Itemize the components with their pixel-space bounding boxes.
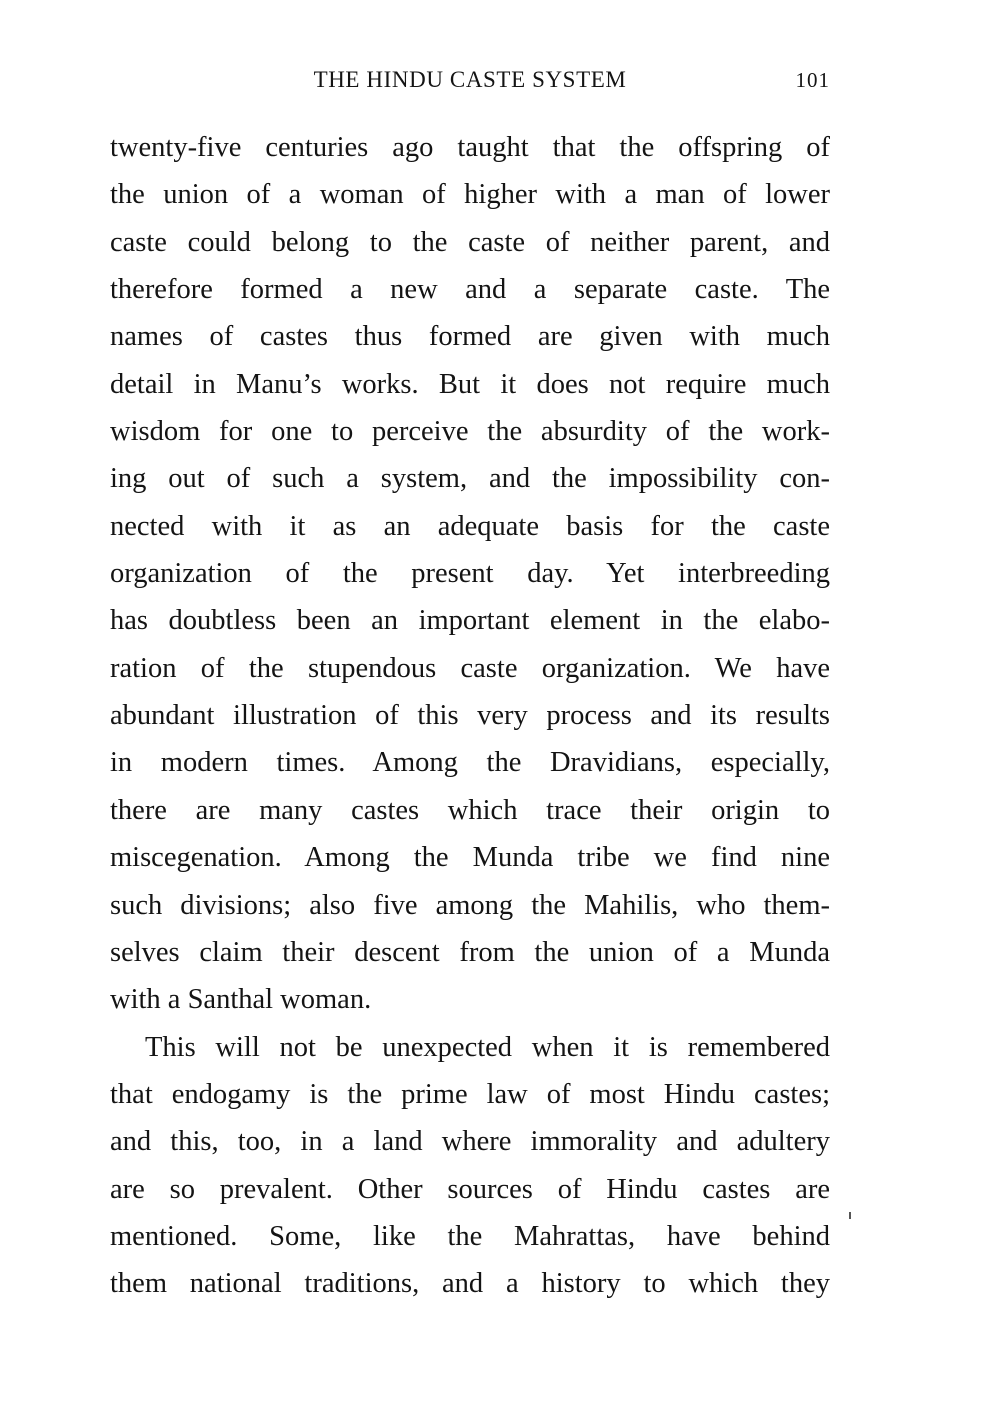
text-line: the union of a woman of higher with a man of lower xyxy=(110,179,830,211)
text-line: twenty-five centuries ago taught that the offspring of xyxy=(110,132,830,163)
text-line: mentioned. Some, like the Mahrattas, have behind xyxy=(110,1220,830,1252)
text-line: therefore formed a new and a separate caste. The xyxy=(110,274,830,306)
text-line: detail in Manu’s works. But it does not require much xyxy=(110,368,830,400)
body-text xyxy=(110,124,830,1308)
margin-speck xyxy=(849,1212,851,1219)
text-line: ration of the stupendous caste organization. We have xyxy=(110,652,830,684)
text-line: nected with it as an adequate basis for the caste xyxy=(110,510,830,542)
text-line: miscegenation. Among the Munda tribe we find nine xyxy=(110,842,830,874)
text-line: there are many castes which trace their origin to xyxy=(110,794,830,826)
page-number: 101 xyxy=(795,68,830,92)
text-line: wisdom for one to perceive the absurdity of the work- xyxy=(110,416,830,448)
text-line: names of castes thus formed are given with much xyxy=(110,321,830,353)
text-line: and this, too, in a land where immorality and adultery xyxy=(110,1126,830,1158)
text-line: selves claim their descent from the union of a Munda xyxy=(110,936,830,968)
text-line: abundant illustration of this very process and its results xyxy=(110,700,830,732)
text-line: This will not be unexpected when it is remembered xyxy=(145,1031,830,1063)
text-line: ing out of such a system, and the impossibility con- xyxy=(110,463,830,495)
text-line: are so prevalent. Other sources of Hindu castes are xyxy=(110,1173,830,1205)
running-title: THE HINDU CASTE SYSTEM xyxy=(313,67,627,92)
text-line: organization of the present day. Yet interbreeding xyxy=(110,558,830,590)
paragraph-1 xyxy=(110,124,830,1024)
text-line: them national traditions, and a history to which they xyxy=(110,1268,830,1300)
running-head xyxy=(110,64,830,96)
text-line: with a Santhal woman. xyxy=(110,984,372,1016)
text-line: caste could belong to the caste of neither parent, and xyxy=(110,226,830,258)
text-line: that endogamy is the prime law of most Hindu castes; xyxy=(110,1078,830,1110)
text-line: such divisions; also five among the Mahilis, who them- xyxy=(110,889,830,921)
text-line: has doubtless been an important element in the elabo- xyxy=(110,605,830,637)
text-line: in modern times. Among the Dravidians, especially, xyxy=(110,747,830,779)
paragraph-2 xyxy=(110,1024,830,1308)
